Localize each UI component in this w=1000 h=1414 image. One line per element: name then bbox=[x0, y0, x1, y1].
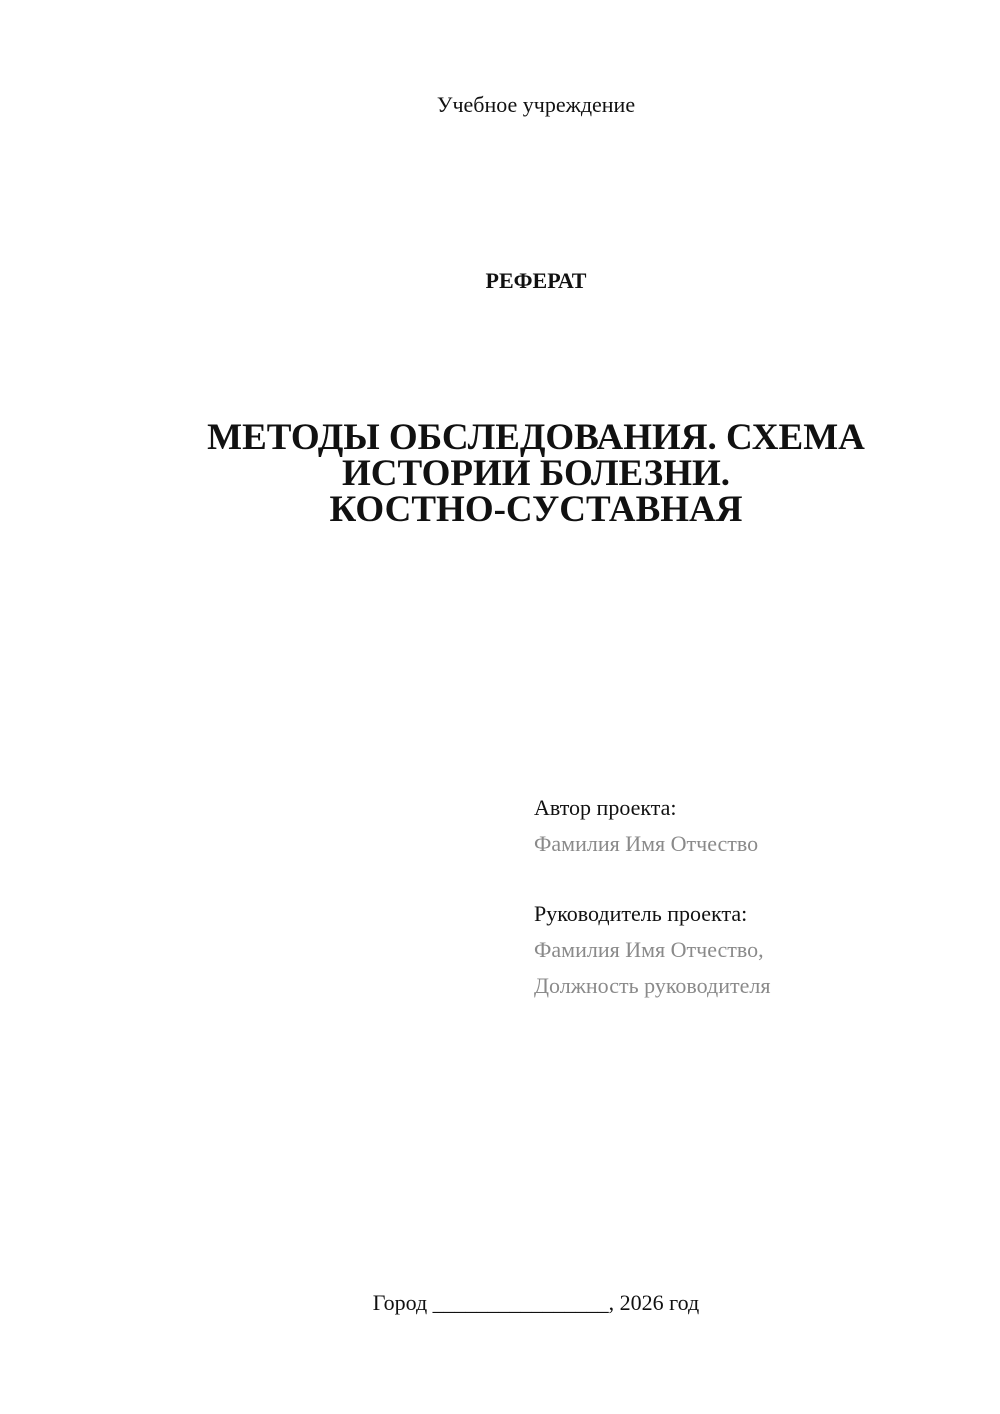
city-year-line: Город ________________, 2026 год bbox=[372, 1290, 700, 1315]
author-name: Фамилия Имя Отчество bbox=[534, 831, 759, 856]
document-title bbox=[0, 417, 1000, 530]
document-type: РЕФЕРАТ bbox=[485, 268, 587, 293]
author-label: Автор проекта: bbox=[534, 795, 677, 820]
supervisor-position: Должность руководителя bbox=[534, 973, 771, 998]
credits-block bbox=[534, 790, 770, 1004]
supervisor-name: Фамилия Имя Отчество, bbox=[534, 937, 764, 962]
supervisor-label: Руководитель проекта: bbox=[534, 901, 748, 926]
institution-name: Учебное учреждение bbox=[436, 92, 636, 117]
title-line: ИСТОРИИ БОЛЕЗНИ. bbox=[341, 453, 731, 494]
title-line: МЕТОДЫ ОБСЛЕДОВАНИЯ. СХЕМА bbox=[207, 417, 865, 458]
title-line: КОСТНО-СУСТАВНАЯ bbox=[329, 489, 743, 530]
